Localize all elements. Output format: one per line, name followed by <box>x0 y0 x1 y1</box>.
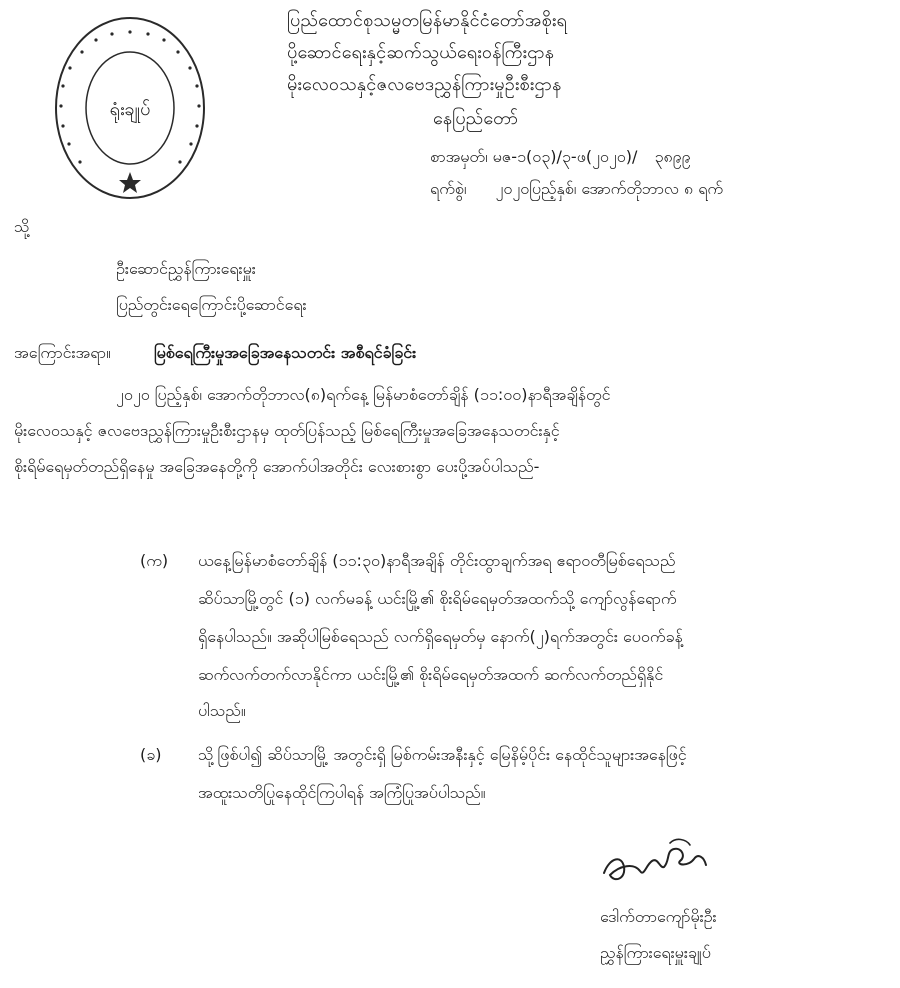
subject-line <box>14 342 416 366</box>
signatory-title: ညွှန်ကြားရေးမှူးချုပ် <box>600 943 711 962</box>
header-line-1: ပြည်ထောင်စုသမ္မတမြန်မာနိုင်ငံတော်အစိုးရ <box>287 10 568 31</box>
seal-center-text: ရုံးချုပ် <box>109 99 151 120</box>
signatory-name: ဒေါက်တာကျော်မိုးဦး <box>600 907 717 926</box>
reference-handwritten-number: ၃၈၉၉ <box>654 147 691 166</box>
point-marker-kha: (ခ) <box>140 745 162 764</box>
point-ka-line-4: ဆက်လက်တက်လာနိုင်ကာ ယင်းမြို့၏ စိုးရိမ်ရေမှတ်အထက် ဆက်လက်တည်ရှိနိုင် <box>198 665 664 684</box>
handwritten-signature-icon <box>600 835 710 895</box>
point-marker-ka: (က) <box>140 551 169 570</box>
header-line-4: နေပြည်တော် <box>433 108 519 129</box>
recipient-line-1: ဦးဆောင်ညွှန်ကြားရေးမှူး <box>116 259 256 278</box>
reference-number <box>430 146 691 170</box>
intro-line-3: စိုးရိမ်ရေမှတ်တည်ရှိနေမှု အခြေအနေတို့ကို အောက်ပါအတိုင်း လေးစားစွာ ပေးပို့အပ်ပါသည်- <box>14 457 540 476</box>
point-ka-line-2: ဆိပ်သာမြို့တွင် (၁) လက်မခန့် ယင်းမြို့၏ စိုးရိမ်ရေမှတ်အထက်သို့ ကျော်လွန်ရောက် <box>198 589 677 608</box>
date-value: ၂၀၂၀ပြည့်နှစ်၊ အောက်တိုဘာလ ၈ ရက် <box>495 179 724 198</box>
letter-date <box>430 178 723 202</box>
header-line-2: ပို့ဆောင်ရေးနှင့်ဆက်သွယ်ရေးဝန်ကြီးဌာန <box>287 42 555 63</box>
date-label: ရက်စွဲ၊ <box>430 179 467 198</box>
intro-line-2: မိုးလေဝသနှင့် ဇလဗေဒညွှန်ကြားမှုဦးစီးဌာနမှ ထုတ်ပြန်သည့် မြစ်ရေကြီးမှုအခြေအနေသတင်းနှင့် <box>14 421 560 440</box>
recipient-to: သို့ <box>14 217 30 236</box>
point-ka-line-3: ရှိနေပါသည်။ အဆိုပါမြစ်ရေသည် လက်ရှိရေမှတ်မှ နောက်(၂)ရက်အတွင်း ပေ၀က်ခန့် <box>198 627 683 646</box>
reference-label: စာအမှတ်၊ <box>430 147 488 166</box>
subject-text: မြစ်ရေကြီးမှုအခြေအနေသတင်း အစီရင်ခံခြင်း <box>153 343 417 362</box>
subject-label: အကြောင်းအရာ။ <box>14 343 111 362</box>
recipient-line-2: ပြည်တွင်းရေကြောင်းပို့ဆောင်ရေး <box>116 295 307 314</box>
point-kha-line-1: သို့ဖြစ်ပါ၍ ဆိပ်သာမြို့ အတွင်းရှိ မြစ်ကမ်းအနီးနှင့် မြေနိမ့်ပိုင်း နေထိုင်သူများအနေဖြင့် <box>198 745 687 764</box>
header-line-3: မိုးလေဝသနှင့်ဇလဗေဒညွှန်ကြားမှုဦးစီးဌာန <box>287 74 562 95</box>
intro-line-1: ၂၀၂၀ ပြည့်နှစ်၊ အောက်တိုဘာလ(၈)ရက်နေ့ မြန်မာစံတော်ချိန် (၁၁:၀၀)နာရီအချိန်တွင် <box>116 385 611 404</box>
point-kha-line-2: အထူးသတိပြုနေထိုင်ကြပါရန် အကြံပြုအပ်ပါသည်။ <box>198 783 486 802</box>
reference-value: မဇ-၁(၀၃)/၃-ဖ(၂၀၂၀)/ <box>492 147 638 166</box>
point-ka-line-5: ပါသည်။ <box>198 701 246 720</box>
official-seal-icon <box>52 12 208 204</box>
point-ka-line-1: ယနေ့မြန်မာစံတော်ချိန် (၁၁:၃၀)နာရီအချိန် တိုင်းထွာချက်အရ ဧရာဝတီမြစ်ရေသည် <box>198 551 676 570</box>
